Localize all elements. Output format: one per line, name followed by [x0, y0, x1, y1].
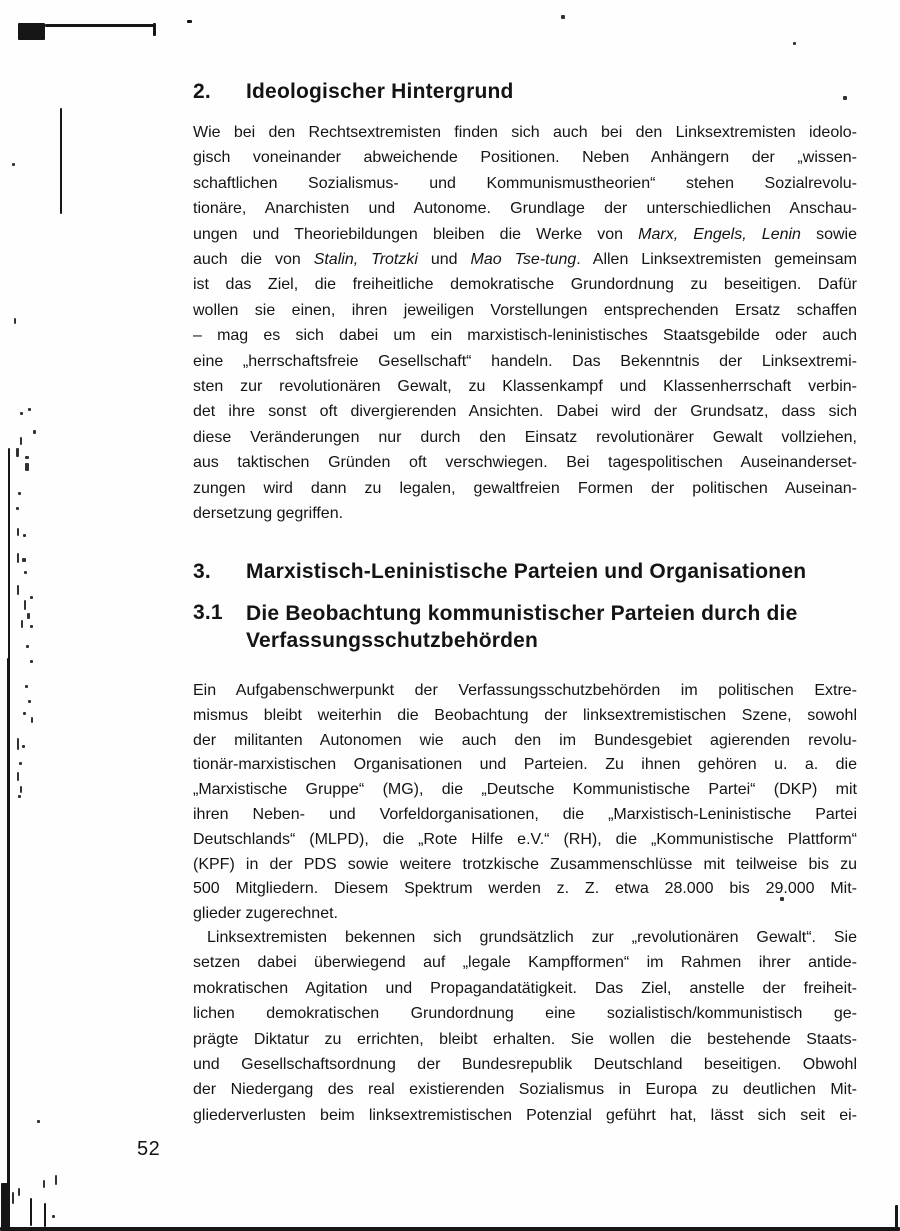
scan-artifact [17, 585, 19, 595]
scan-artifact [16, 507, 19, 510]
text-line [193, 425, 857, 450]
text-line [193, 925, 857, 950]
scan-artifact [17, 772, 19, 781]
text-line [193, 145, 857, 170]
text-segment: der militanten Autonomen wie auch den im Bundesgebiet agierenden revolu- [193, 731, 857, 749]
scan-artifact [25, 456, 29, 459]
text-segment: „Marxistische Gruppe“ (MG), die „Deutsche Kommunistische Partei“ (DKP) mit [193, 781, 857, 799]
scan-artifact [780, 897, 784, 901]
section-title-line2: Verfassungsschutzbehörden [246, 629, 539, 652]
scan-artifact [18, 1188, 20, 1196]
text-line [193, 501, 857, 526]
text-segment: aus taktischen Gründen oft verschwiegen. Bei tagespolitischen Auseinanderset- [193, 454, 857, 472]
section-title: Marxistisch-Leninistische Parteien und Organisationen [246, 560, 807, 583]
scan-artifact [561, 15, 565, 19]
text-segment: schaftlichen Sozialismus- und Kommunismustheorien“ stehen Sozialrevolu- [193, 174, 857, 192]
text-segment: – mag es sich dabei um ein marxistisch-leninistisches Staatsgebilde oder auch [193, 327, 857, 345]
text-line [193, 1103, 857, 1128]
scan-artifact [26, 645, 29, 648]
text-line [193, 1077, 857, 1102]
text-segment: gliederverlusten beim linksextremistischen Potenzial geführt hat, lässt sich seit ei- [193, 1106, 857, 1124]
scan-artifact [187, 20, 192, 23]
text-line [193, 171, 857, 196]
scan-artifact [21, 620, 23, 628]
scan-artifact [31, 717, 33, 723]
text-segment: Deutschlands“ (MLPD), die „Rote Hilfe e.V.“ (RH), die „Kommunistische Plattform“ [193, 830, 857, 848]
text-line [193, 902, 857, 927]
scan-artifact [843, 96, 847, 100]
italic-text-segment: Marx, Engels, Lenin [638, 225, 801, 243]
text-segment: gisch voneinander abweichende Positionen. Neben Anhängern der „wissen- [193, 149, 857, 167]
text-segment: (KPF) in der PDS sowie weitere trotzkische Zusammenschlüsse mit teilweise bis zu [193, 855, 857, 873]
text-segment: ist das Ziel, die freiheitliche demokratische Grundordnung zu beseitigen. Dafür [193, 276, 857, 294]
text-segment: mokratischen Agitation und Propagandatätigkeit. Das Ziel, anstelle der freiheit- [193, 979, 857, 997]
section-heading-3-1 [193, 600, 857, 654]
text-segment: wollen sie einen, ihren jeweiligen Vorstellungen entsprechenden Ersatz schaffen [193, 301, 857, 319]
text-line [193, 828, 857, 853]
text-line [193, 272, 857, 297]
scan-artifact [18, 492, 21, 495]
text-segment: ihren Neben- und Vorfeldorganisationen, die „Marxistisch-Leninistische Partei [193, 805, 857, 823]
text-line [193, 247, 857, 272]
section-title [246, 600, 857, 654]
text-line [193, 753, 857, 778]
text-line [193, 450, 857, 475]
scan-artifact [153, 23, 156, 36]
text-line [193, 729, 857, 754]
scan-artifact [18, 23, 45, 40]
italic-text-segment: Stalin, Trotzki [313, 251, 418, 269]
paragraph-observation [193, 679, 857, 927]
text-segment: lichen demokratischen Grundordnung eine sozialistisch/kommunistisch ge- [193, 1005, 857, 1023]
text-segment: zungen wird dann zu legalen, gewaltfreien Formen der politischen Auseinan- [193, 479, 857, 497]
text-segment: glieder zugerechnet. [193, 905, 338, 923]
scan-artifact [22, 745, 25, 748]
text-segment: . Allen Linksextremisten gemeinsam [576, 251, 857, 269]
scan-artifact [44, 1203, 46, 1227]
text-line [193, 950, 857, 975]
section-number: 3.1 [193, 601, 223, 624]
scan-artifact [8, 448, 10, 660]
text-line [193, 349, 857, 374]
page-number: 52 [137, 1138, 161, 1160]
scan-artifact [45, 24, 155, 27]
scan-artifact [60, 108, 62, 214]
text-line [193, 374, 857, 399]
scan-artifact [33, 430, 36, 434]
italic-text-segment: Mao Tse-tung [470, 251, 577, 269]
text-segment: auch die von [193, 251, 314, 269]
scan-artifact [1, 1183, 10, 1230]
scan-artifact [25, 463, 29, 471]
text-line [193, 1001, 857, 1026]
scan-artifact [37, 1120, 40, 1123]
scan-artifact [24, 571, 27, 574]
text-line [193, 778, 857, 803]
text-segment: prägte Diktatur zu errichten, bleibt erhalten. Sie wollen die bestehende Staats- [193, 1030, 857, 1048]
scan-artifact [30, 596, 33, 599]
text-line [193, 120, 857, 145]
text-segment: sten zur revolutionären Gewalt, zu Klassenkampf und Klassenherrschaft verbin- [193, 378, 857, 396]
text-line [193, 704, 857, 729]
text-line [193, 476, 857, 501]
scan-artifact [19, 762, 22, 765]
text-segment: det ihre sonst oft divergierenden Ansichten. Dabei wird der Grundsatz, dass sich [193, 403, 857, 421]
section-heading-2 [193, 79, 857, 105]
scan-artifact [20, 412, 23, 415]
scan-artifact [28, 408, 31, 411]
scan-artifact [18, 795, 21, 798]
section-title: Ideologischer Hintergrund [246, 80, 514, 103]
text-line [193, 399, 857, 424]
scan-artifact [17, 553, 19, 563]
text-segment: eine „herrschaftsfreie Gesellschaft“ handeln. Das Bekenntnis der Linksextremi- [193, 352, 857, 370]
text-segment: Ein Aufgabenschwerpunkt der Verfassungsschutzbehörden im politischen Extre- [193, 682, 857, 699]
section-number: 2. [193, 80, 211, 103]
scan-artifact [43, 1180, 45, 1188]
paragraph-ideology [193, 120, 857, 527]
text-segment: ungen und Theoriebildungen bleiben die Werke von [193, 225, 639, 243]
text-segment: Linksextremisten bekennen sich grundsätzlich zur „revolutionären Gewalt“. Sie [207, 929, 857, 946]
text-line [193, 298, 857, 323]
text-segment: sowie [800, 225, 857, 243]
scan-artifact [16, 448, 19, 457]
text-segment: Wie bei den Rechtsextremisten finden sich auch bei den Linksextremisten ideolo- [193, 124, 857, 141]
scan-artifact [22, 558, 26, 562]
scan-artifact [23, 534, 26, 537]
text-segment: 500 Mitgliedern. Diesem Spektrum werden z. Z. etwa 28.000 bis 29.000 Mit- [193, 880, 857, 898]
text-segment: diese Veränderungen nur durch den Einsatz revolutionärer Gewalt vollziehen, [193, 428, 857, 446]
text-line [193, 877, 857, 902]
text-line [193, 323, 857, 348]
scan-artifact [55, 1175, 57, 1185]
text-segment: tionär-marxistischen Organisationen und Parteien. Zu ihnen gehören u. a. die [193, 756, 857, 774]
section-title-line1: Die Beobachtung kommunistischer Parteien durch die [246, 602, 798, 625]
section-heading-3 [193, 559, 857, 585]
text-line [193, 222, 857, 247]
scan-artifact [0, 1227, 900, 1231]
text-line [193, 853, 857, 878]
scan-artifact [7, 658, 10, 1203]
scan-artifact [17, 528, 19, 536]
text-line [193, 196, 857, 221]
scan-artifact [793, 42, 796, 45]
scan-artifact [30, 625, 33, 628]
text-segment: dersetzung gegriffen. [193, 505, 344, 523]
scan-artifact [20, 437, 22, 445]
text-segment: und [417, 251, 471, 269]
scan-artifact [52, 1215, 55, 1218]
scan-artifact [17, 738, 19, 750]
scan-artifact [895, 1205, 898, 1228]
text-segment: setzen dabei überwiegend auf „legale Kampfformen“ im Rahmen ihrer antide- [193, 954, 857, 972]
scan-artifact [28, 700, 31, 703]
scan-artifact [30, 1198, 32, 1226]
scan-artifact [25, 685, 28, 688]
text-line [193, 1027, 857, 1052]
text-line [193, 1052, 857, 1077]
text-line [193, 803, 857, 828]
text-line [193, 679, 857, 704]
section-number: 3. [193, 560, 211, 583]
text-segment: mismus bleibt weiterhin die Beobachtung der linksextremistischen Szene, sowohl [193, 706, 857, 724]
scan-artifact [23, 712, 26, 715]
text-segment: und Gesellschaftsordnung der Bundesrepublik Deutschland beseitigen. Obwohl [193, 1056, 857, 1074]
scan-artifact [12, 1192, 14, 1204]
text-line [193, 976, 857, 1001]
text-segment: tionäre, Anarchisten und Autonome. Grundlage der unterschiedlichen Anschau- [193, 200, 857, 218]
text-segment: der Niedergang des real existierenden Sozialismus in Europa zu deutlichen Mit- [193, 1081, 857, 1099]
paragraph-revolutionary-violence [193, 925, 857, 1128]
scan-artifact [20, 786, 22, 793]
scan-artifact [27, 613, 30, 619]
scan-artifact [24, 600, 26, 610]
scan-artifact [14, 318, 16, 324]
scan-artifact [30, 660, 33, 663]
scan-artifact [12, 163, 15, 166]
